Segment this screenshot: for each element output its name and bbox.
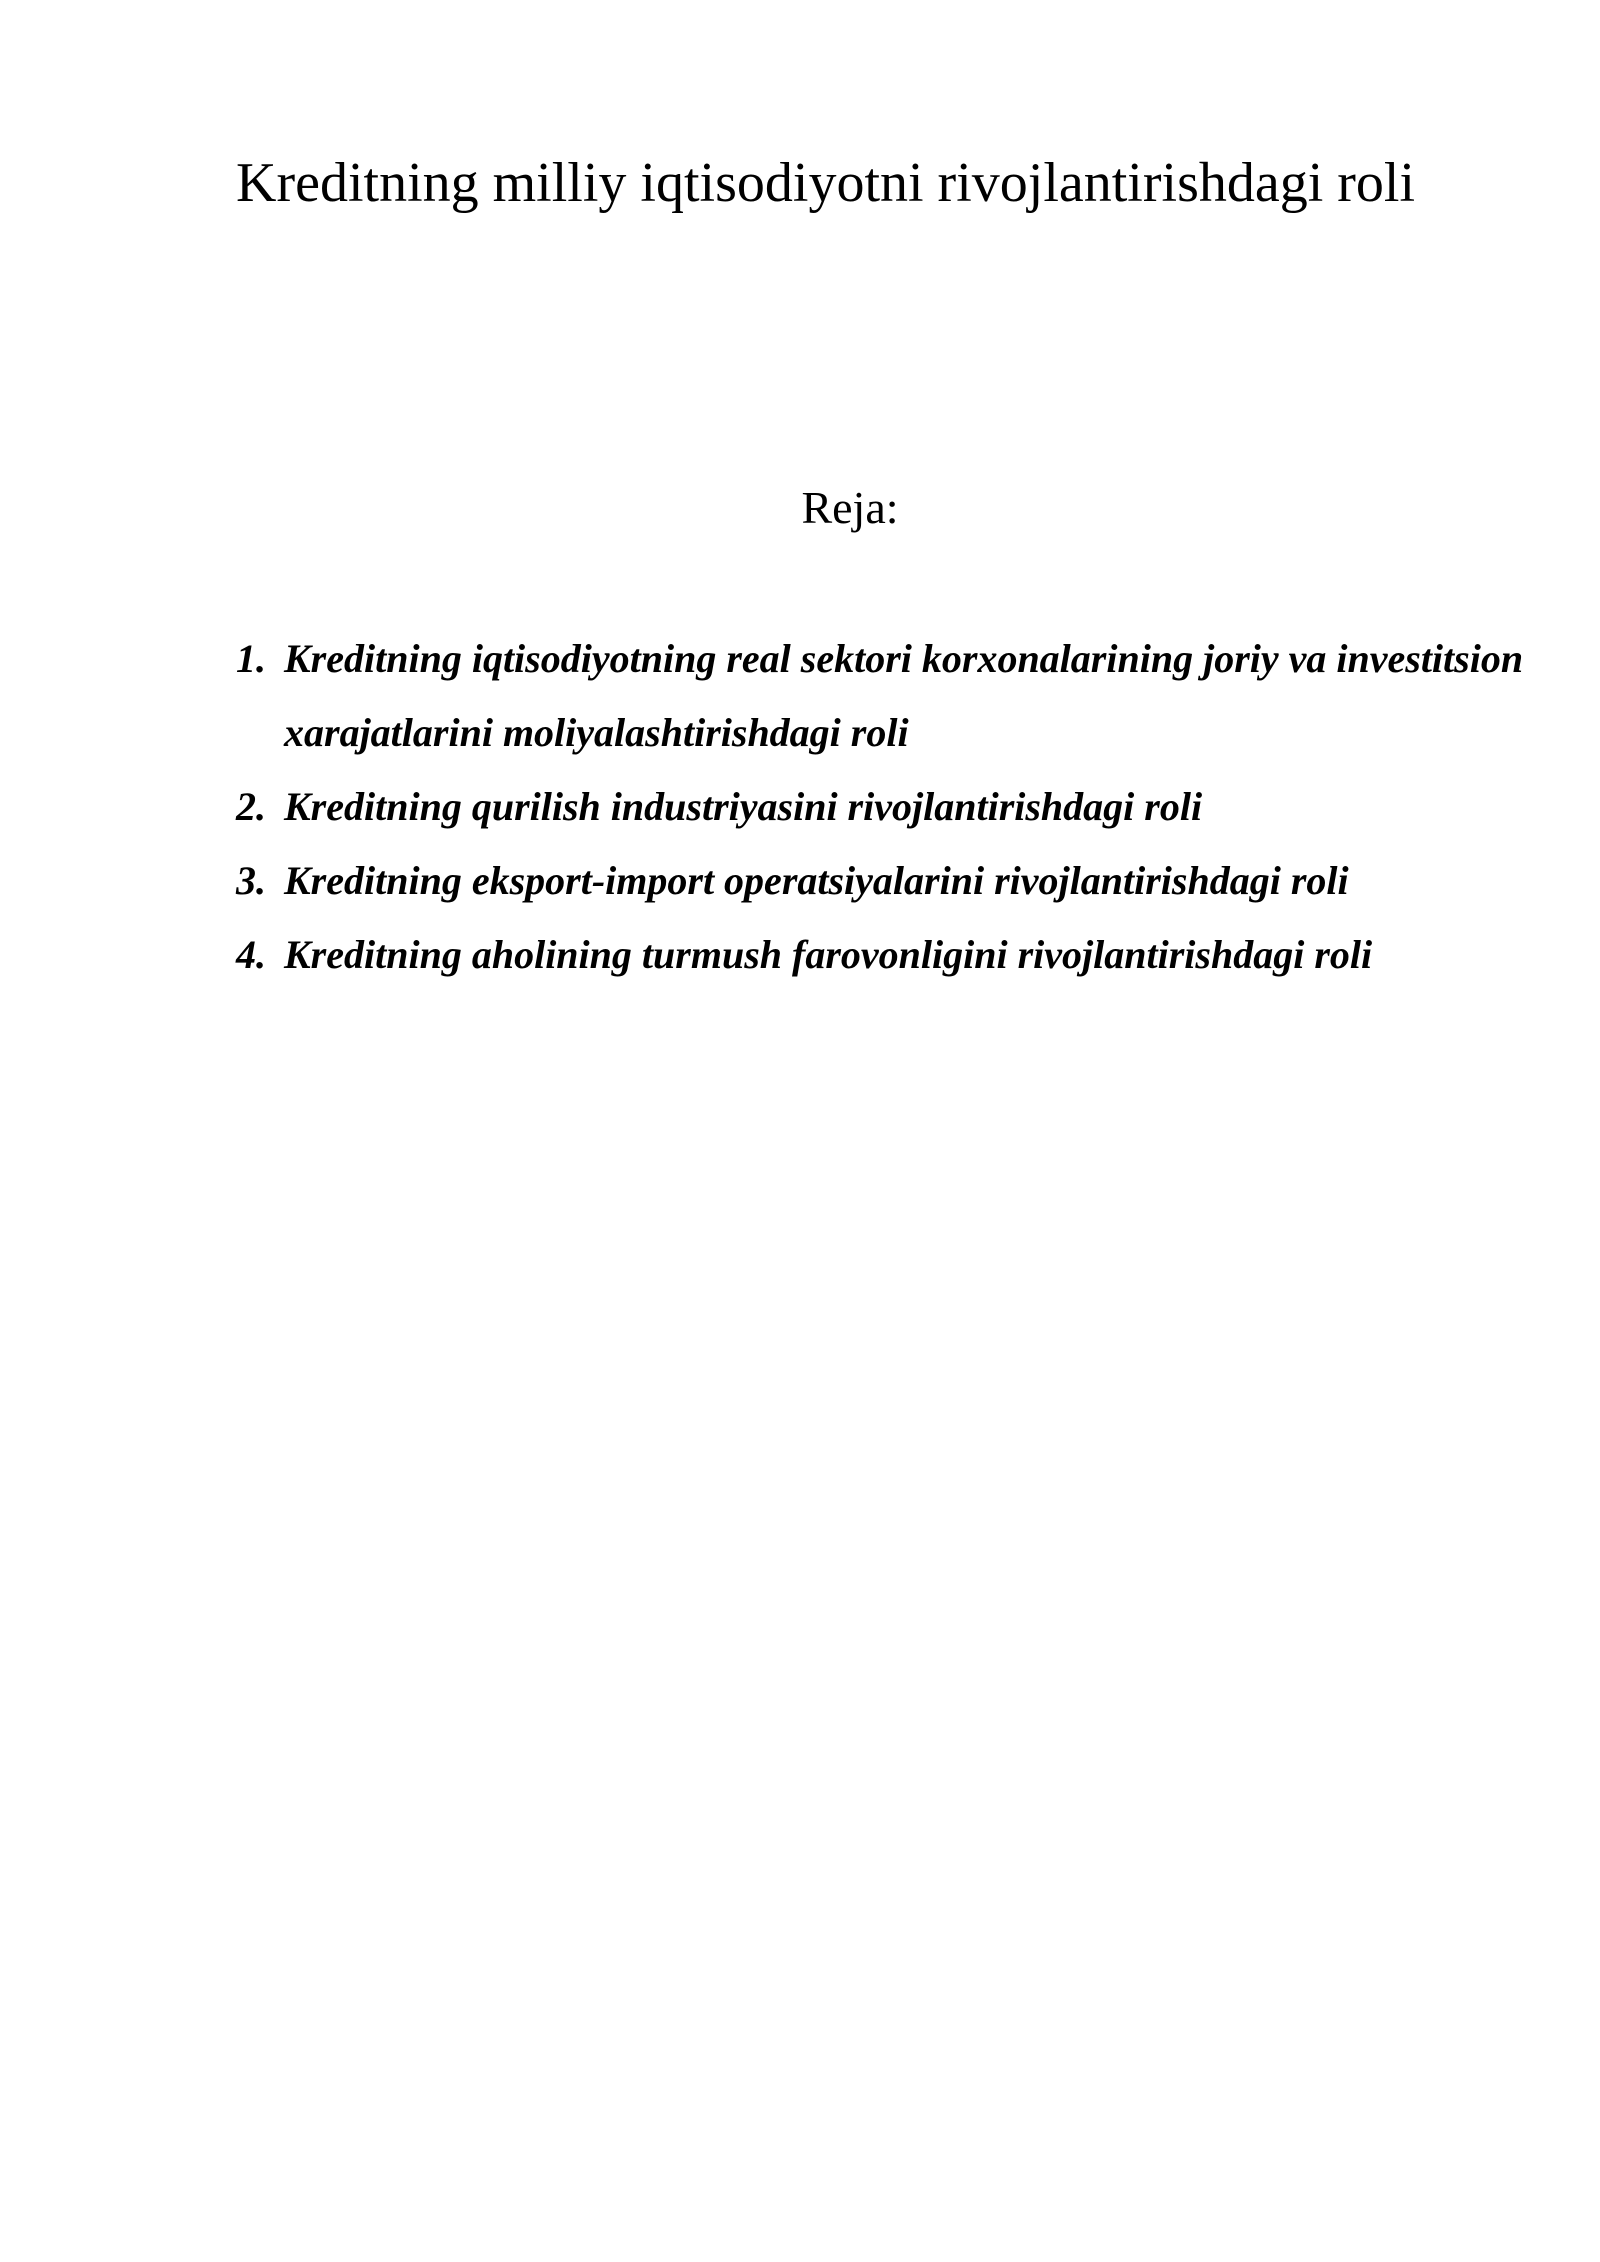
- plan-item-text: Kreditning aholining turmush farovonligini rivojlantirishdagi roli: [284, 932, 1373, 977]
- plan-heading: Reja:: [801, 482, 899, 533]
- plan-item-text: Kreditning eksport-import operatsiyalarini rivojlantirishdagi roli: [284, 858, 1349, 903]
- plan-item-number: 1.: [236, 636, 266, 681]
- plan-item: [236, 844, 1536, 918]
- document-title: Kreditning milliy iqtisodiyotni rivojlantirishdagi roli: [236, 152, 1416, 214]
- plan-item: [236, 918, 1536, 992]
- plan-item-text: Kreditning iqtisodiyotning real sektori korxonalarining joriy va investitsion xarajatlarini moliyalashtirishdagi roli: [284, 636, 1524, 755]
- plan-item-number: 3.: [236, 858, 266, 903]
- plan-item: [236, 622, 1536, 770]
- plan-item-number: 4.: [236, 932, 266, 977]
- plan-item: [236, 770, 1536, 844]
- plan-item-text: Kreditning qurilish industriyasini rivojlantirishdagi roli: [284, 784, 1203, 829]
- plan-list: [236, 622, 1536, 992]
- plan-item-number: 2.: [236, 784, 266, 829]
